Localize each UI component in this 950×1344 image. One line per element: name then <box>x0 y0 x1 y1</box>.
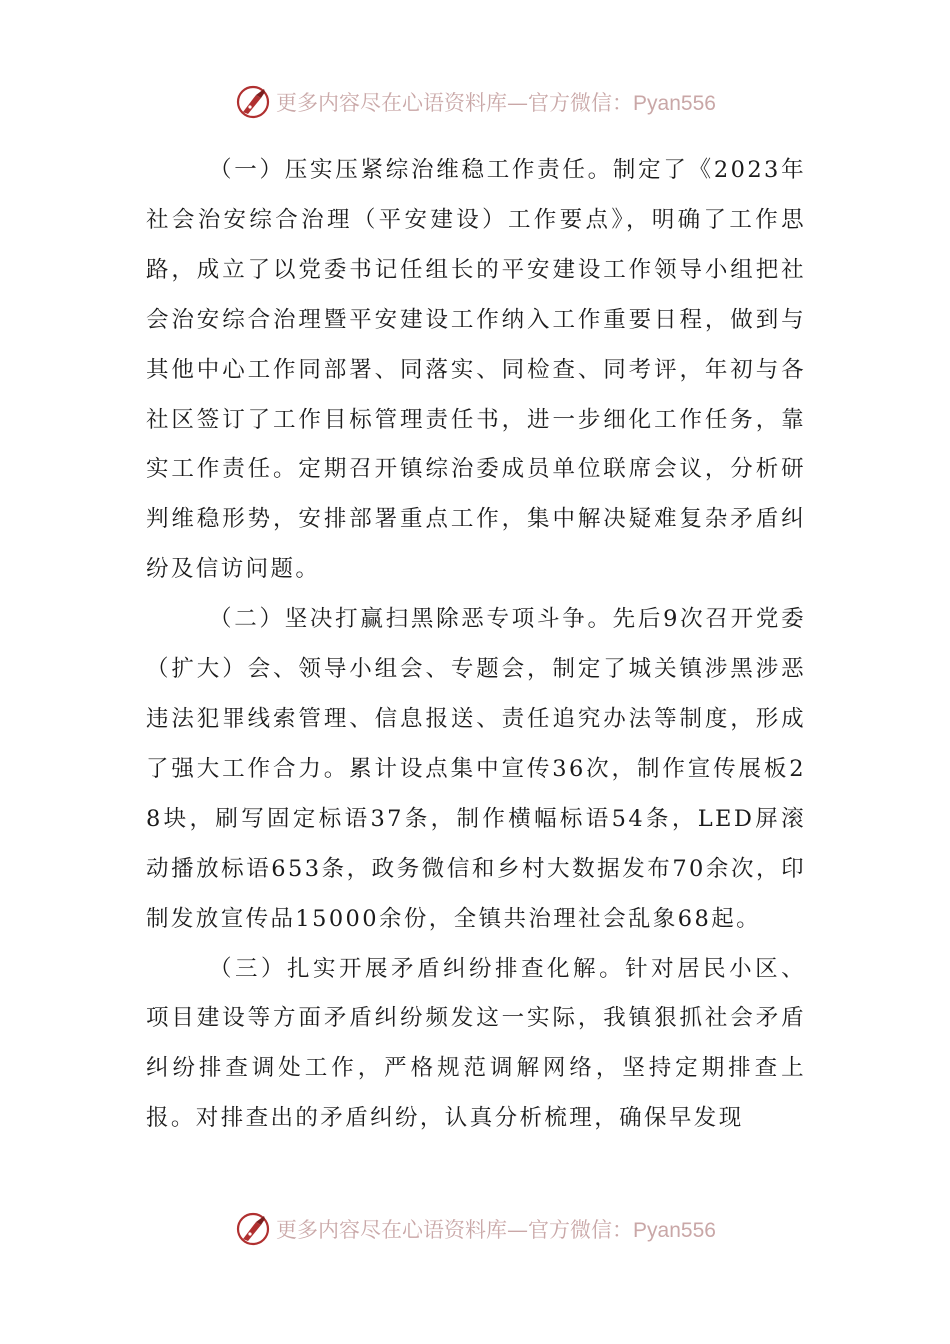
paragraph-1: （一）压实压紧综治维稳工作责任。制定了《2023年社会治安综合治理（平安建设）工作要点》，明确了工作思路，成立了以党委书记任组长的平安建设工作领导小组把社会治安综合治理暨平安建设工作纳入工作重要日程，做到与其他中心工作同部署、同落实、同检查、同考评，年初与各社区签订了工作目标管理责任书，进一步细化工作任务，靠实工作责任。定期召开镇综治委成员单位联席会议，分析研判维稳形势，安排部署重点工作，集中解决疑难复杂矛盾纠纷及信访问题。 <box>146 157 806 583</box>
watermark-footer <box>0 1207 950 1251</box>
paragraph-2: （二）坚决打赢扫黑除恶专项斗争。先后9次召开党委（扩大）会、领导小组会、专题会，制定了城关镇涉黑涉恶违法犯罪线索管理、信息报送、责任追究办法等制度，形成了强大工作合力。累计设点集中宣传36次，制作宣传展板28块，刷写固定标语37条，制作横幅标语54条，LED屏滚动播放标语653条，政务微信和乡村大数据发布70余次，印制发放宣传品15000余份，全镇共治理社会乱象68起。 <box>146 606 806 932</box>
pen-nib-logo-icon <box>234 1210 272 1248</box>
watermark-text: 更多内容尽在心语资料库—官方微信：Pyan556 <box>276 91 716 115</box>
paragraph-3: （三）扎实开展矛盾纠纷排查化解。针对居民小区、项目建设等方面矛盾纠纷频发这一实际，我镇狠抓社会矛盾纠纷排查调处工作，严格规范调解网络，坚持定期排查上报。对排查出的矛盾纠纷，认真分析梳理，确保早发现 <box>146 955 806 1132</box>
pen-nib-logo-icon <box>234 83 272 121</box>
watermark-header <box>0 80 950 124</box>
watermark-account: Pyan556 <box>633 92 716 115</box>
document-body <box>146 146 806 1144</box>
watermark-account: Pyan556 <box>633 1219 716 1242</box>
watermark-text: 更多内容尽在心语资料库—官方微信：Pyan556 <box>276 1218 716 1242</box>
